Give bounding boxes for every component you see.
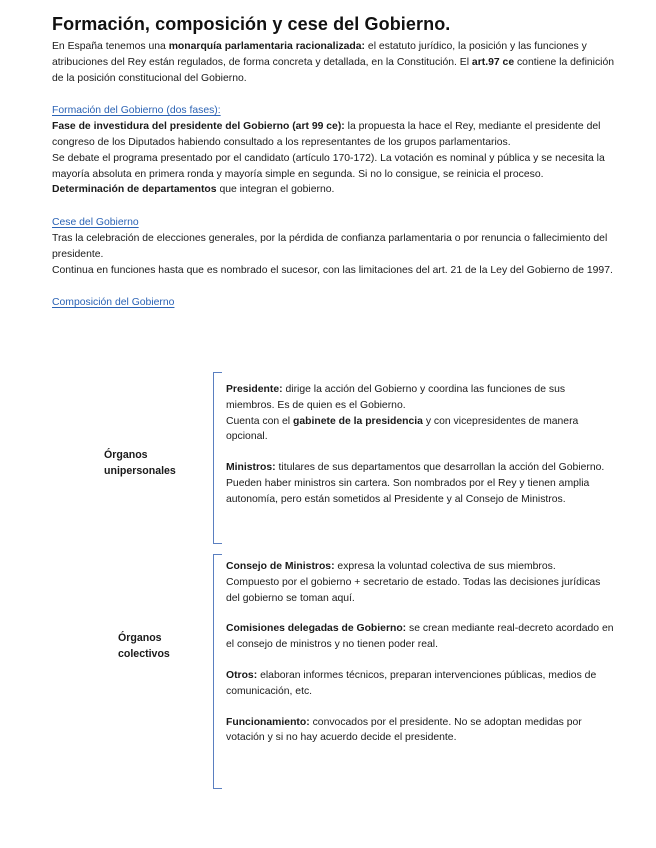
document-page	[52, 14, 628, 311]
presidente-text: dirige la acción del Gobierno y coordina las funciones de sus miembros. Es de quien es el Gobierno.	[226, 384, 566, 411]
label-line-2: colectivos	[118, 648, 170, 660]
ministros-bold: Ministros:	[226, 462, 276, 474]
cese-paragraph-1: Tras la celebración de elecciones generales, por la pérdida de confianza parlamentaria o por renuncia o fallecimiento del presidente.	[52, 232, 608, 260]
consejo-paragraph	[226, 559, 616, 575]
cese-heading: Cese del Gobierno	[52, 217, 139, 229]
cuenta-text-2: y con vicepresidentes de manera opcional.	[226, 415, 579, 443]
comisiones-text: se crean mediante real-decreto acordado en el consejo de ministros y no tienen poder real.	[226, 623, 614, 651]
label-line-1: Órganos	[118, 632, 162, 644]
formacion-bold-1: Fase de investidura del presidente del Gobierno (art 99 ce):	[52, 121, 345, 133]
entry-ministros	[226, 460, 616, 507]
document-title: Formación, composición y cese del Gobierno.	[52, 14, 451, 34]
colectivos-body	[226, 559, 616, 761]
funcionamiento-bold: Funcionamiento:	[226, 716, 310, 728]
presidente-bold: Presidente:	[226, 384, 283, 395]
otros-text: elaboran informes técnicos, preparan intervenciones públicas, medios de comunicación, etc.	[226, 669, 597, 697]
consejo-text: expresa la voluntad colectiva de sus miembros.	[334, 561, 556, 572]
formacion-paragraph-3	[52, 182, 628, 198]
consejo-paragraph-2: Compuesto por el gobierno + secretario de estado. Todas las decisiones jurídicas del gobierno se toman aquí.	[226, 576, 601, 604]
otros-paragraph	[226, 668, 616, 700]
unipersonales-body	[226, 382, 616, 523]
cuenta-text-1: Cuenta con el	[226, 415, 294, 427]
formacion-heading: Formación del Gobierno (dos fases):	[52, 105, 221, 117]
group-label-colectivos	[118, 630, 170, 662]
intro-bold-2: art.97 ce	[471, 56, 515, 68]
intro-text-3: contiene la definición de la posición constitucional del Gobierno.	[52, 56, 615, 84]
entry-presidente	[226, 382, 616, 445]
formacion-text-3: que integran el gobierno.	[216, 184, 335, 196]
comisiones-paragraph	[226, 621, 616, 653]
intro-paragraph	[52, 39, 628, 86]
composicion-heading: Composición del Gobierno	[52, 297, 175, 309]
label-line-2: unipersonales	[104, 465, 176, 477]
formacion-paragraph-1	[52, 119, 628, 151]
funcionamiento-text: convocados por el presidente. No se adoptan medidas por votación y si no hay acuerdo decide el presidente.	[226, 716, 582, 744]
intro-text-2: el estatuto jurídico, la posición y las funciones y atribuciones del Rey están regulados, de forma concreta y detallada, en la Constitución. El	[52, 41, 587, 68]
entry-funcionamiento	[226, 715, 616, 747]
comisiones-bold: Comisiones delegadas de Gobierno:	[226, 623, 407, 635]
consejo-bold: Consejo de Ministros:	[226, 561, 335, 572]
cuenta-paragraph	[226, 414, 616, 446]
entry-comisiones	[226, 621, 616, 653]
presidente-paragraph	[226, 382, 616, 414]
intro-text-1: En España tenemos una	[52, 41, 169, 52]
entry-otros	[226, 668, 616, 700]
bracket-colectivos	[213, 554, 222, 789]
cese-paragraph-2: Continua en funciones hasta que es nombrado el sucesor, con las limitaciones del art. 21 de la Ley del Gobierno de 1997.	[52, 264, 613, 276]
group-label-unipersonales	[104, 447, 176, 479]
ministros-paragraph	[226, 460, 616, 507]
formacion-bold-3: Determinación de departamentos	[52, 184, 217, 196]
bracket-unipersonales	[213, 372, 222, 544]
otros-bold: Otros:	[226, 669, 258, 681]
funcionamiento-paragraph	[226, 715, 616, 747]
label-line-1: Órganos	[104, 449, 148, 461]
formacion-text-1: la propuesta la hace el Rey, mediante el presidente del congreso de los Diputados habiendo consultado a los representantes de los grupos parlamentarios.	[52, 121, 601, 148]
entry-consejo	[226, 559, 616, 606]
cuenta-bold: gabinete de la presidencia	[293, 415, 423, 427]
ministros-text: titulares de sus departamentos que desarrollan la acción del Gobierno. Pueden haber ministros sin cartera. Son nombrados por el Rey y tienen amplia autonomía, pero están sometidos al Presidente y al Consejo de Ministros.	[226, 462, 605, 505]
intro-bold-1: monarquía parlamentaria racionalizada:	[168, 41, 366, 52]
formacion-paragraph-2: Se debate el programa presentado por el candidato (artículo 170-172). La votación es nominal y pública y se necesita la mayoría absoluta en primera ronda y mayoría simple en segunda. Si no lo consigue, se reinicia el proceso.	[52, 152, 605, 180]
